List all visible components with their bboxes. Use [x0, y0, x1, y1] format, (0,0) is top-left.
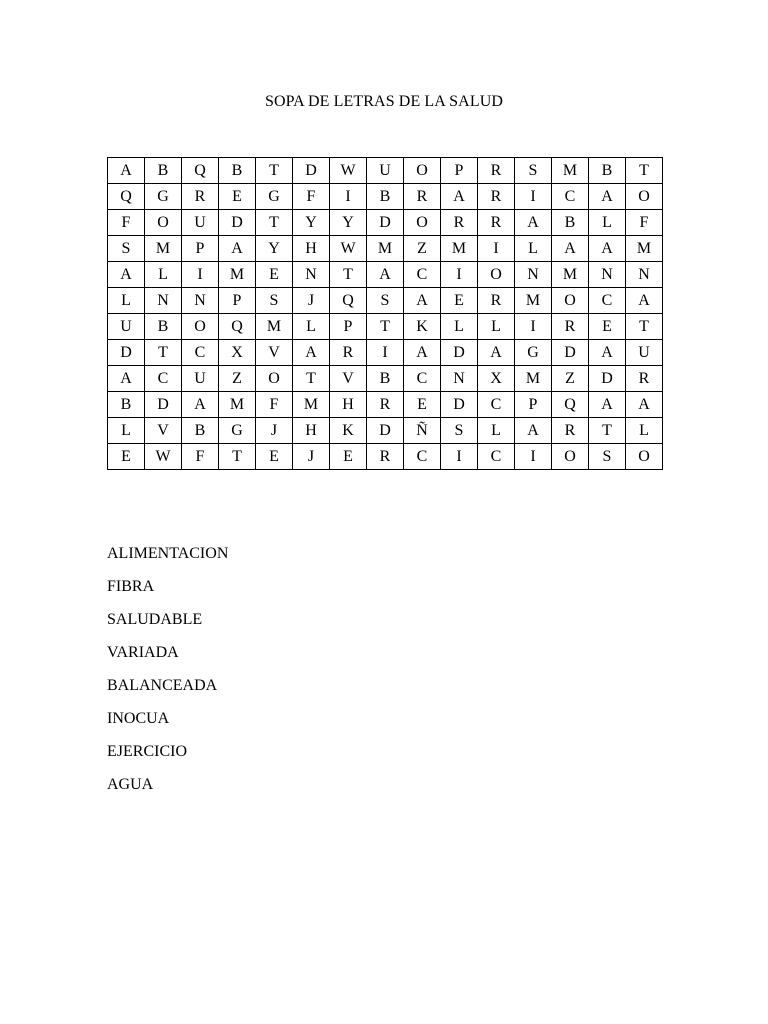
grid-row	[108, 262, 663, 288]
grid-cell: V	[256, 340, 293, 366]
grid-cell: M	[552, 158, 589, 184]
grid-cell: R	[367, 392, 404, 418]
grid-cell: S	[367, 288, 404, 314]
grid-cell: R	[552, 314, 589, 340]
grid-cell: Q	[552, 392, 589, 418]
grid-row	[108, 210, 663, 236]
grid-cell: I	[441, 444, 478, 470]
grid-cell: V	[145, 418, 182, 444]
grid-cell: M	[626, 236, 663, 262]
grid-cell: P	[330, 314, 367, 340]
grid-cell: T	[256, 210, 293, 236]
grid-row	[108, 314, 663, 340]
grid-cell: I	[441, 262, 478, 288]
grid-cell: I	[330, 184, 367, 210]
grid-row	[108, 340, 663, 366]
grid-cell: N	[515, 262, 552, 288]
grid-cell: I	[515, 314, 552, 340]
grid-cell: T	[626, 158, 663, 184]
grid-cell: K	[330, 418, 367, 444]
grid-cell: Q	[182, 158, 219, 184]
grid-cell: T	[626, 314, 663, 340]
grid-cell: L	[441, 314, 478, 340]
grid-cell: L	[108, 288, 145, 314]
word-list-item: SALUDABLE	[107, 611, 203, 628]
grid-cell: E	[256, 444, 293, 470]
grid-cell: B	[219, 158, 256, 184]
grid-cell: O	[552, 444, 589, 470]
grid-cell: F	[626, 210, 663, 236]
grid-cell: S	[108, 236, 145, 262]
grid-row	[108, 444, 663, 470]
grid-row	[108, 392, 663, 418]
grid-cell: N	[589, 262, 626, 288]
grid-cell: C	[478, 392, 515, 418]
grid-cell: S	[589, 444, 626, 470]
grid-cell: B	[589, 158, 626, 184]
grid-cell: T	[589, 418, 626, 444]
grid-cell: O	[404, 210, 441, 236]
grid-cell: Z	[404, 236, 441, 262]
grid-cell: E	[589, 314, 626, 340]
grid-cell: O	[256, 366, 293, 392]
grid-cell: C	[404, 444, 441, 470]
grid-cell: M	[367, 236, 404, 262]
grid-cell: O	[145, 210, 182, 236]
grid-cell: M	[219, 262, 256, 288]
grid-cell: B	[145, 314, 182, 340]
grid-cell: X	[219, 340, 256, 366]
grid-cell: A	[589, 340, 626, 366]
grid-cell: Y	[293, 210, 330, 236]
grid-cell: P	[515, 392, 552, 418]
grid-cell: R	[552, 418, 589, 444]
grid-cell: C	[404, 262, 441, 288]
grid-row	[108, 418, 663, 444]
grid-cell: A	[404, 288, 441, 314]
grid-cell: N	[293, 262, 330, 288]
grid-cell: J	[256, 418, 293, 444]
grid-cell: I	[515, 184, 552, 210]
grid-cell: E	[219, 184, 256, 210]
grid-cell: H	[330, 392, 367, 418]
grid-cell: S	[515, 158, 552, 184]
grid-cell: J	[293, 444, 330, 470]
word-search-grid	[107, 157, 663, 470]
grid-row	[108, 288, 663, 314]
grid-cell: A	[293, 340, 330, 366]
word-list-item: EJERCICIO	[107, 743, 187, 760]
grid-cell: M	[145, 236, 182, 262]
grid-cell: U	[626, 340, 663, 366]
word-list-item: BALANCEADA	[107, 677, 218, 694]
grid-cell: Q	[330, 288, 367, 314]
grid-cell: B	[108, 392, 145, 418]
grid-cell: S	[256, 288, 293, 314]
grid-cell: A	[182, 392, 219, 418]
grid-cell: W	[330, 236, 367, 262]
grid-cell: A	[108, 158, 145, 184]
grid-cell: M	[441, 236, 478, 262]
grid-cell: Y	[330, 210, 367, 236]
grid-cell: R	[182, 184, 219, 210]
grid-cell: T	[256, 158, 293, 184]
grid-cell: A	[626, 392, 663, 418]
grid-cell: M	[515, 288, 552, 314]
grid-cell: R	[441, 210, 478, 236]
grid-cell: R	[367, 444, 404, 470]
grid-cell: U	[182, 366, 219, 392]
grid-cell: D	[108, 340, 145, 366]
grid-cell: Z	[219, 366, 256, 392]
grid-cell: A	[404, 340, 441, 366]
grid-cell: D	[589, 366, 626, 392]
grid-cell: W	[145, 444, 182, 470]
grid-cell: A	[552, 236, 589, 262]
grid-cell: C	[404, 366, 441, 392]
grid-cell: A	[589, 184, 626, 210]
grid-cell: D	[367, 418, 404, 444]
grid-cell: C	[552, 184, 589, 210]
grid-cell: E	[256, 262, 293, 288]
grid-cell: E	[404, 392, 441, 418]
grid-cell: R	[478, 158, 515, 184]
grid-cell: Q	[219, 314, 256, 340]
grid-cell: R	[478, 288, 515, 314]
grid-cell: T	[219, 444, 256, 470]
grid-cell: N	[145, 288, 182, 314]
grid-cell: T	[293, 366, 330, 392]
grid-cell: K	[404, 314, 441, 340]
grid-cell: O	[404, 158, 441, 184]
grid-cell: W	[330, 158, 367, 184]
grid-cell: B	[182, 418, 219, 444]
grid-cell: V	[330, 366, 367, 392]
grid-cell: P	[441, 158, 478, 184]
grid-cell: G	[256, 184, 293, 210]
grid-cell: L	[515, 236, 552, 262]
grid-row	[108, 158, 663, 184]
grid-cell: A	[219, 236, 256, 262]
grid-cell: M	[256, 314, 293, 340]
grid-cell: A	[589, 236, 626, 262]
grid-cell: B	[367, 366, 404, 392]
grid-cell: C	[182, 340, 219, 366]
grid-cell: G	[219, 418, 256, 444]
grid-cell: S	[441, 418, 478, 444]
grid-cell: B	[367, 184, 404, 210]
grid-cell: A	[515, 418, 552, 444]
grid-cell: M	[552, 262, 589, 288]
grid-cell: R	[478, 210, 515, 236]
grid-cell: R	[404, 184, 441, 210]
grid-cell: I	[478, 236, 515, 262]
grid-cell: I	[182, 262, 219, 288]
grid-cell: R	[330, 340, 367, 366]
grid-cell: N	[182, 288, 219, 314]
grid-cell: B	[552, 210, 589, 236]
grid-cell: U	[108, 314, 145, 340]
grid-cell: O	[182, 314, 219, 340]
grid-cell: Y	[256, 236, 293, 262]
grid-cell: C	[145, 366, 182, 392]
grid-cell: D	[293, 158, 330, 184]
grid-cell: F	[108, 210, 145, 236]
grid-cell: F	[182, 444, 219, 470]
grid-cell: L	[626, 418, 663, 444]
grid-cell: D	[441, 392, 478, 418]
grid-cell: E	[441, 288, 478, 314]
grid-cell: Q	[108, 184, 145, 210]
grid-cell: A	[589, 392, 626, 418]
word-list-item: AGUA	[107, 776, 154, 793]
grid-row	[108, 184, 663, 210]
grid-cell: H	[293, 418, 330, 444]
grid-cell: T	[367, 314, 404, 340]
grid-row	[108, 366, 663, 392]
grid-cell: A	[108, 262, 145, 288]
grid-cell: L	[478, 418, 515, 444]
grid-cell: L	[589, 210, 626, 236]
grid-cell: O	[626, 184, 663, 210]
grid-row	[108, 236, 663, 262]
grid-cell: G	[515, 340, 552, 366]
grid-cell: A	[478, 340, 515, 366]
grid-cell: Z	[552, 366, 589, 392]
grid-cell: O	[478, 262, 515, 288]
grid-cell: L	[108, 418, 145, 444]
grid-cell: A	[367, 262, 404, 288]
word-list-item: FIBRA	[107, 578, 155, 595]
word-list-item: INOCUA	[107, 710, 170, 727]
grid-cell: N	[441, 366, 478, 392]
grid-cell: H	[293, 236, 330, 262]
grid-cell: N	[626, 262, 663, 288]
grid-cell: O	[552, 288, 589, 314]
grid-cell: L	[478, 314, 515, 340]
word-list-item: ALIMENTACION	[107, 545, 229, 562]
grid-cell: P	[182, 236, 219, 262]
grid-cell: G	[145, 184, 182, 210]
grid-cell: D	[219, 210, 256, 236]
grid-cell: A	[441, 184, 478, 210]
grid-cell: T	[330, 262, 367, 288]
grid-cell: F	[256, 392, 293, 418]
grid-cell: I	[367, 340, 404, 366]
grid-cell: R	[626, 366, 663, 392]
grid-cell: J	[293, 288, 330, 314]
grid-cell: T	[145, 340, 182, 366]
grid-cell: C	[589, 288, 626, 314]
grid-cell: L	[293, 314, 330, 340]
grid-cell: A	[515, 210, 552, 236]
grid-cell: D	[552, 340, 589, 366]
grid-cell: D	[145, 392, 182, 418]
grid-cell: R	[478, 184, 515, 210]
grid-cell: A	[108, 366, 145, 392]
grid-cell: F	[293, 184, 330, 210]
grid-cell: B	[145, 158, 182, 184]
grid-cell: Ñ	[404, 418, 441, 444]
grid-cell: E	[330, 444, 367, 470]
grid-cell: A	[626, 288, 663, 314]
grid-cell: P	[219, 288, 256, 314]
word-list	[107, 543, 228, 807]
grid-cell: E	[108, 444, 145, 470]
grid-cell: M	[515, 366, 552, 392]
grid-cell: M	[219, 392, 256, 418]
grid-cell: C	[478, 444, 515, 470]
word-list-item: VARIADA	[107, 644, 179, 661]
grid-cell: L	[145, 262, 182, 288]
page-title: SOPA DE LETRAS DE LA SALUD	[264, 93, 504, 110]
grid-cell: U	[367, 158, 404, 184]
grid-cell: D	[441, 340, 478, 366]
grid-cell: X	[478, 366, 515, 392]
grid-cell: I	[515, 444, 552, 470]
grid-cell: M	[293, 392, 330, 418]
grid-cell: O	[626, 444, 663, 470]
grid-cell: D	[367, 210, 404, 236]
grid-cell: U	[182, 210, 219, 236]
